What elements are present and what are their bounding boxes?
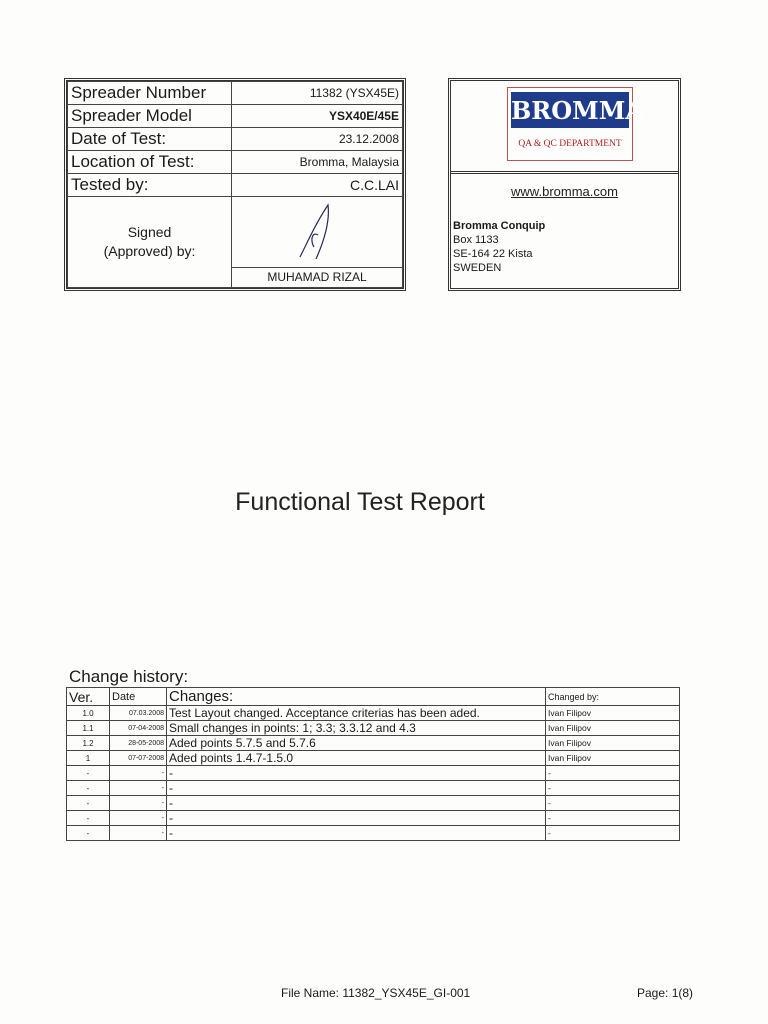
tested-by-label: Tested by:: [68, 174, 232, 197]
table-row: [67, 736, 680, 751]
cell-changes: Test Layout changed. Acceptance criterias has been aded.: [167, 706, 546, 721]
cell-changes: Aded points 1.4.7-1.5.0: [167, 751, 546, 766]
cell-changed-by: -: [546, 811, 680, 826]
spreader-model-value: YSX40E/45E: [232, 105, 403, 128]
cell-changed-by: -: [546, 826, 680, 841]
table-row: [67, 766, 680, 781]
cell-ver: 1: [67, 751, 110, 766]
cell-date: -: [110, 766, 167, 781]
table-row: [67, 721, 680, 736]
location-of-test-label: Location of Test:: [68, 151, 232, 174]
table-header-row: [67, 688, 680, 706]
column-header-changed-by: Changed by:: [546, 688, 680, 706]
cell-changes: Aded points 5.7.5 and 5.7.6: [167, 736, 546, 751]
cell-changed-by: Ivan Filipov: [546, 751, 680, 766]
cell-changes: -: [167, 781, 546, 796]
cell-ver: -: [67, 796, 110, 811]
column-header-changes: Changes:: [167, 688, 546, 706]
footer-file-name: File Name: 11382_YSX45E_GI-001: [281, 986, 471, 1000]
signed-approved-label: [68, 197, 232, 288]
test-info-table: [64, 78, 406, 291]
signer-name: MUHAMAD RIZAL: [232, 267, 402, 287]
cell-ver: -: [67, 766, 110, 781]
spreader-model-label: Spreader Model: [68, 105, 232, 128]
approved-by-label: (Approved) by:: [103, 243, 196, 259]
cell-date: -: [110, 826, 167, 841]
table-row: [67, 781, 680, 796]
company-address: [453, 219, 678, 275]
address-line: Box 1133: [453, 234, 499, 246]
cell-ver: -: [67, 826, 110, 841]
signature-cell: [232, 197, 403, 288]
cell-changes: -: [167, 826, 546, 841]
tested-by-value: C.C.LAI: [232, 174, 403, 197]
column-header-ver: Ver.: [67, 688, 110, 706]
table-row: [67, 706, 680, 721]
cell-changes: -: [167, 766, 546, 781]
logo-wordmark: BROMMA: [511, 92, 629, 128]
cell-changes: -: [167, 796, 546, 811]
report-title: Functional Test Report: [235, 488, 485, 516]
cell-ver: 1.1: [67, 721, 110, 736]
company-name: Bromma Conquip: [453, 220, 546, 232]
cell-changed-by: Ivan Filipov: [546, 721, 680, 736]
table-row: [67, 826, 680, 841]
table-row: [67, 751, 680, 766]
company-box: [448, 78, 681, 291]
cell-ver: 1.0: [67, 706, 110, 721]
department-label: QA & QC DEPARTMENT: [518, 139, 622, 149]
spreader-number-label: Spreader Number: [68, 82, 232, 105]
cell-changed-by: -: [546, 766, 680, 781]
cell-date: 07.03.2008: [110, 706, 167, 721]
table-row: [67, 811, 680, 826]
logo-area: [451, 81, 678, 174]
cell-date: -: [110, 811, 167, 826]
signed-label: Signed: [127, 224, 172, 240]
cell-date: -: [110, 796, 167, 811]
date-of-test-value: 23.12.2008: [232, 128, 403, 151]
cell-changed-by: Ivan Filipov: [546, 706, 680, 721]
cell-date: 07-07-2008: [110, 751, 167, 766]
cell-changes: Small changes in points: 1; 3.3; 3.3.12 and 4.3: [167, 721, 546, 736]
footer-page-number: Page: 1(8): [637, 986, 694, 1000]
cell-date: -: [110, 781, 167, 796]
cell-changed-by: -: [546, 796, 680, 811]
cell-ver: 1.2: [67, 736, 110, 751]
location-of-test-value: Bromma, Malaysia: [232, 151, 403, 174]
spreader-number-value: 11382 (YSX45E): [232, 82, 403, 105]
table-row: [67, 796, 680, 811]
cell-changed-by: -: [546, 781, 680, 796]
cell-changes: -: [167, 811, 546, 826]
cell-changed-by: Ivan Filipov: [546, 736, 680, 751]
cell-ver: -: [67, 781, 110, 796]
cell-date: 28-05-2008: [110, 736, 167, 751]
cell-ver: -: [67, 811, 110, 826]
address-line: SWEDEN: [453, 262, 502, 274]
signature-mark: [288, 201, 348, 263]
change-history-heading: Change history:: [69, 667, 189, 686]
bromma-logo: [507, 87, 644, 161]
company-url[interactable]: www.bromma.com: [511, 184, 618, 199]
address-line: SE-164 22 Kista: [453, 248, 533, 260]
date-of-test-label: Date of Test:: [68, 128, 232, 151]
column-header-date: Date: [110, 688, 167, 706]
change-history-table: [66, 687, 680, 841]
cell-date: 07-04-2008: [110, 721, 167, 736]
